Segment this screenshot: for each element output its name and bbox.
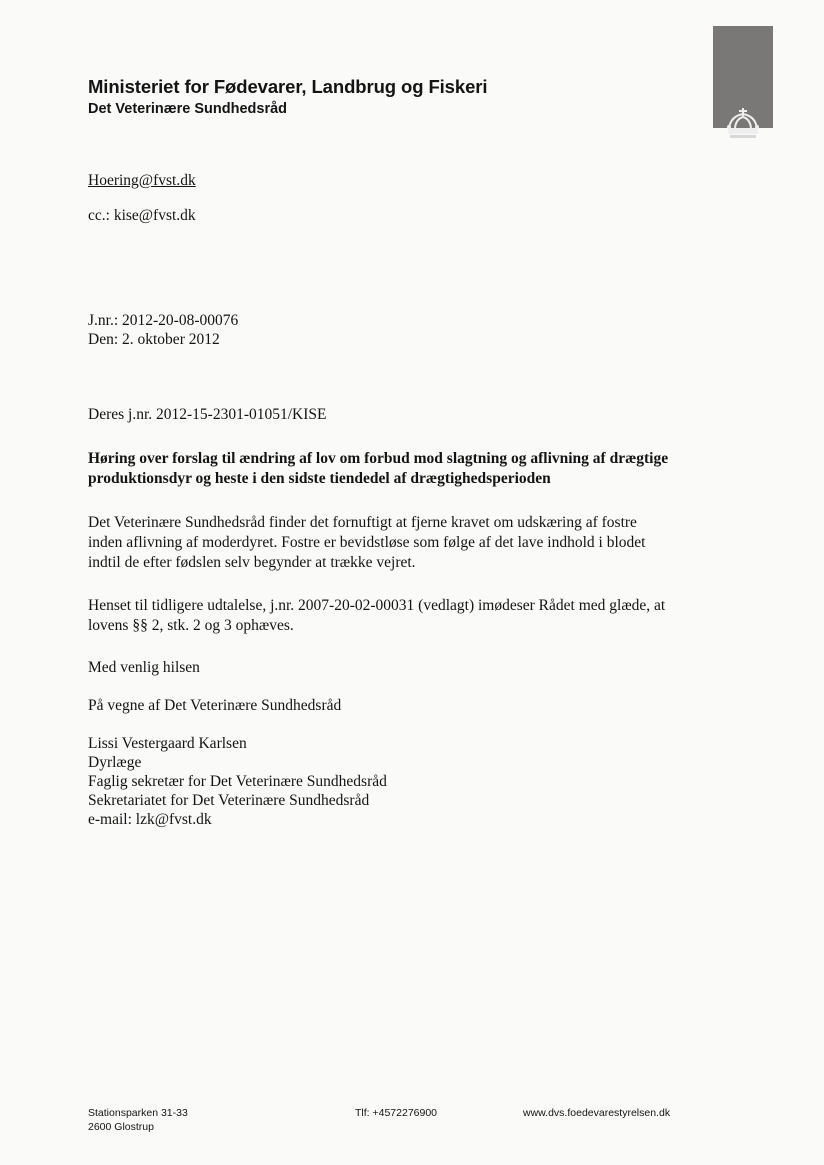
signature-email: e-mail: lzk@fvst.dk [88, 811, 212, 828]
subject-line-2: produktionsdyr og heste i den sidste tiendedel af drægtighedsperioden [88, 470, 551, 487]
footer-website-link[interactable]: www.dvs.foedevarestyrelsen.dk [523, 1107, 671, 1119]
council-subtitle: Det Veterinære Sundhedsråd [88, 101, 288, 117]
signature-role: Faglig sekretær for Det Veterinære Sundhedsråd [88, 773, 387, 790]
signature-department: Sekretariatet for Det Veterinære Sundhedsråd [88, 792, 370, 809]
paragraph-2-line: Henset til tidligere udtalelse, j.nr. 2007-20-02-00031 (vedlagt) imødeser Rådet med glæde, at [88, 597, 666, 614]
on-behalf-line: På vegne af Det Veterinære Sundhedsråd [88, 697, 342, 714]
signature-name: Lissi Vestergaard Karlsen [88, 735, 247, 752]
royal-crown-icon [721, 104, 765, 144]
footer-address [88, 1106, 188, 1134]
paragraph-2-line: lovens §§ 2, stk. 2 og 3 ophæves. [88, 617, 294, 634]
recipient-email-link[interactable]: Hoering@fvst.dk [88, 172, 196, 189]
footer-address-line-2: 2600 Glostrup [88, 1121, 154, 1133]
their-reference: Deres j.nr. 2012-15-2301-01051/KISE [88, 406, 327, 423]
paragraph-1-line: indtil de efter fødslen selv begynder at trække vejret. [88, 554, 416, 571]
journal-number: J.nr.: 2012-20-08-00076 [88, 312, 239, 329]
letter-date: Den: 2. oktober 2012 [88, 331, 220, 348]
ministry-title: Ministeriet for Fødevarer, Landbrug og Fiskeri [88, 76, 488, 97]
paragraph-1-line: Det Veterinære Sundhedsråd finder det fornuftigt at fjerne kravet om udskæring af fostre [88, 514, 637, 531]
closing-greeting: Med venlig hilsen [88, 659, 200, 676]
cc-line: cc.: kise@fvst.dk [88, 207, 196, 224]
paragraph-1-line: inden aflivning af moderdyret. Fostre er bevidstløse som følge af det lave indhold i blodet [88, 534, 646, 551]
crest-logo-block [713, 26, 773, 128]
footer-phone: Tlf: +4572276900 [355, 1107, 438, 1119]
footer-address-line-1: Stationsparken 31-33 [88, 1107, 188, 1119]
subject-line-1: Høring over forslag til ændring af lov om forbud mod slagtning og aflivning af drægtige [88, 450, 669, 467]
signature-title: Dyrlæge [88, 754, 142, 771]
